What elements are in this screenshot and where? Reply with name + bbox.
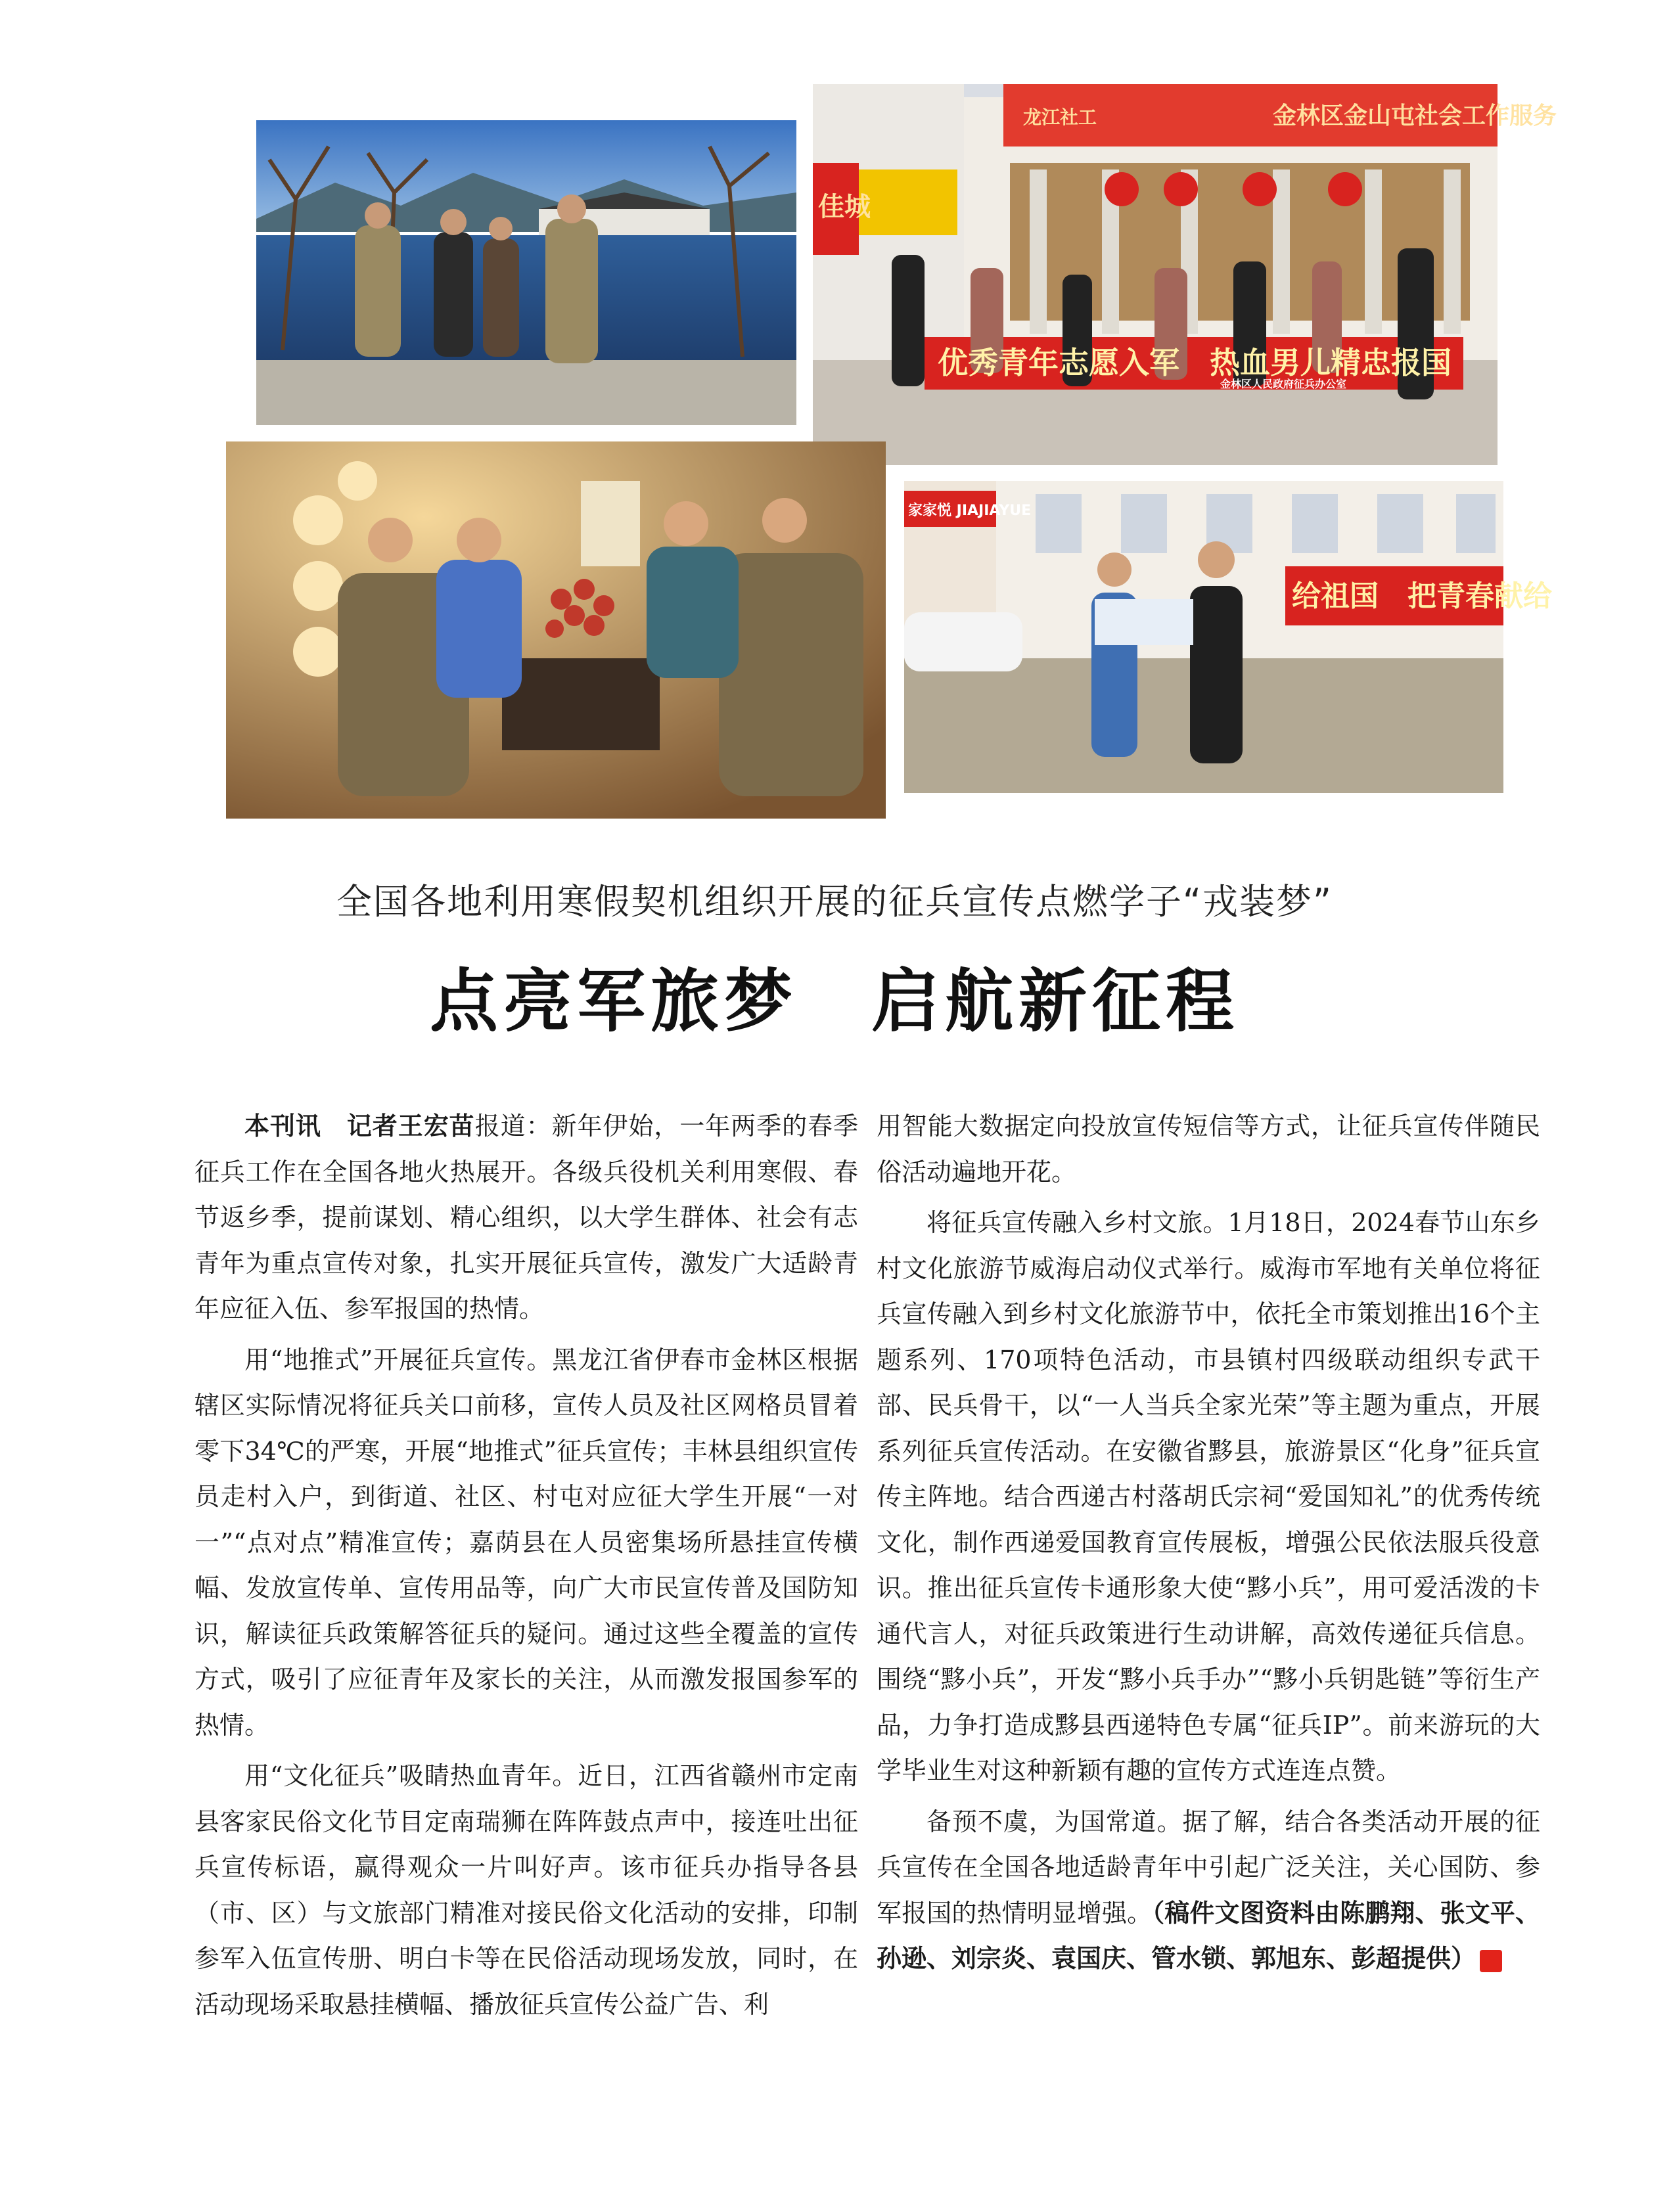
photo2-banner: 优秀青年志愿入军 热血男儿精忠报国 <box>938 345 1452 380</box>
paragraph-rural-tourism: 将征兵宣传融入乡村文旅。1月18日，2024春节山东乡村文化旅游节威海启动仪式举行。威海市军地有关单位将征兵宣传融入到乡村文化旅游节中，依托全市策划推出16个主题系列、170项特色活动，市县镇村四级联动组织专武干部、民兵骨干，以“一人当兵全家光荣”等主题为重点，开展系列征兵宣传活动。在安徽省黟县，旅游景区“化身”征兵宣传主阵地。结合西递古村落胡氏宗祠“爱国知礼”的优秀传统文化，制作西递爱国教育宣传展板，增强公民依法服兵役意识。推出征兵宣传卡通形象大使“黟小兵”，用可爱活泼的卡通代言人，对征兵政策进行生动讲解，高效传递征兵信息。围绕“黟小兵”，开发“黟小兵手办”“黟小兵钥匙链”等衍生产品，力争打造成黟县西递特色专属“征兵IP”。前来游玩的大学毕业生对这种新颖有趣的宣传方式连连点赞。 <box>877 1208 1540 1785</box>
reporter: 记者王宏苗 <box>346 1112 475 1140</box>
lead-paragraph <box>194 1104 858 1332</box>
lead-tag: 本刊讯 <box>244 1112 321 1140</box>
article-column-left <box>194 1104 858 2033</box>
photo-indoor-conversation <box>226 441 886 819</box>
photo2-sign-left: 龙江社工 <box>1023 106 1097 128</box>
photo2-banner-sub: 金林区人民政府征兵办公室 <box>1220 378 1347 390</box>
paragraph-cultural-recruitment-cont: 用智能大数据定向投放宣传短信等方式，让征兵宣传伴随民俗活动遍地开花。 <box>877 1112 1540 1186</box>
lead-text: 报道：新年伊始，一年两季的春季征兵工作在全国各地火热展开。各级兵役机关利用寒假、春节返乡季，提前谋划、精心组织，以大学生群体、社会有志青年为重点宣传对象，扎实开展征兵宣传，激发广大适龄青年应征入伍、参军报国的热情。 <box>194 1112 858 1323</box>
article-subtitle: 全国各地利用寒假契机组织开展的征兵宣传点燃学子“戎装梦” <box>336 881 1333 922</box>
photo4-banner: 给祖国 把青春献给 <box>1292 579 1552 613</box>
photo2-sign-top: 金林区金山屯社会工作服务 <box>1273 102 1557 129</box>
end-mark-icon: G <box>1480 1950 1502 1972</box>
photo-lakeside-soldiers <box>256 120 796 425</box>
paragraph-conclusion <box>877 1799 1545 1982</box>
photo2-shop-sign: 佳城 <box>818 192 871 222</box>
article-column-right <box>877 1104 1545 1987</box>
photo4-shop-sign: 家家悦 JIAJIAYUE <box>908 503 1032 519</box>
credit-line: （稿件文图资料由陈鹏翔、张文平、孙逊、刘宗炎、袁国庆、管水锁、郭旭东、彭超提供） <box>877 1898 1540 1973</box>
conclusion-text: 备预不虞，为国常道。据了解，结合各类活动开展的征兵宣传在全国各地适龄青年中引起广泛关注，关心国防、参军报国的热情明显增强。 <box>877 1807 1540 1928</box>
paragraph-cultural-recruitment: 用“文化征兵”吸睛热血青年。近日，江西省赣州市定南县客家民俗文化节目定南瑞狮在阵阵鼓点声中，接连吐出征兵宣传标语，赢得观众一片叫好声。该市征兵办指导各县（市、区）与文旅部门精准对接民俗文化活动的安排，印制参军入伍宣传册、明白卡等在民俗活动现场发放，同时，在活动现场采取悬挂横幅、播放征兵宣传公益广告、利 <box>194 1761 858 2019</box>
photo-street-recruitment-stand <box>813 84 1557 465</box>
article-title: 点亮军旅梦 启航新征程 <box>429 961 1239 1041</box>
paragraph-ground-promotion: 用“地推式”开展征兵宣传。黑龙江省伊春市金林区根据辖区实际情况将征兵关口前移，宣传人员及社区网格员冒着零下34℃的严寒，开展“地推式”征兵宣传；丰林县组织宣传员走村入户，到街道、社区、村屯对应征大学生开展“一对一”“点对点”精准宣传；嘉荫县在人员密集场所悬挂宣传横幅、发放宣传单、宣传用品等，向广大市民宣传普及国防知识，解读征兵政策解答征兵的疑问。通过这些全覆盖的宣传方式，吸引了应征青年及家长的关注，从而激发报国参军的热情。 <box>194 1345 858 1740</box>
photo-street-leaflet <box>904 481 1552 793</box>
